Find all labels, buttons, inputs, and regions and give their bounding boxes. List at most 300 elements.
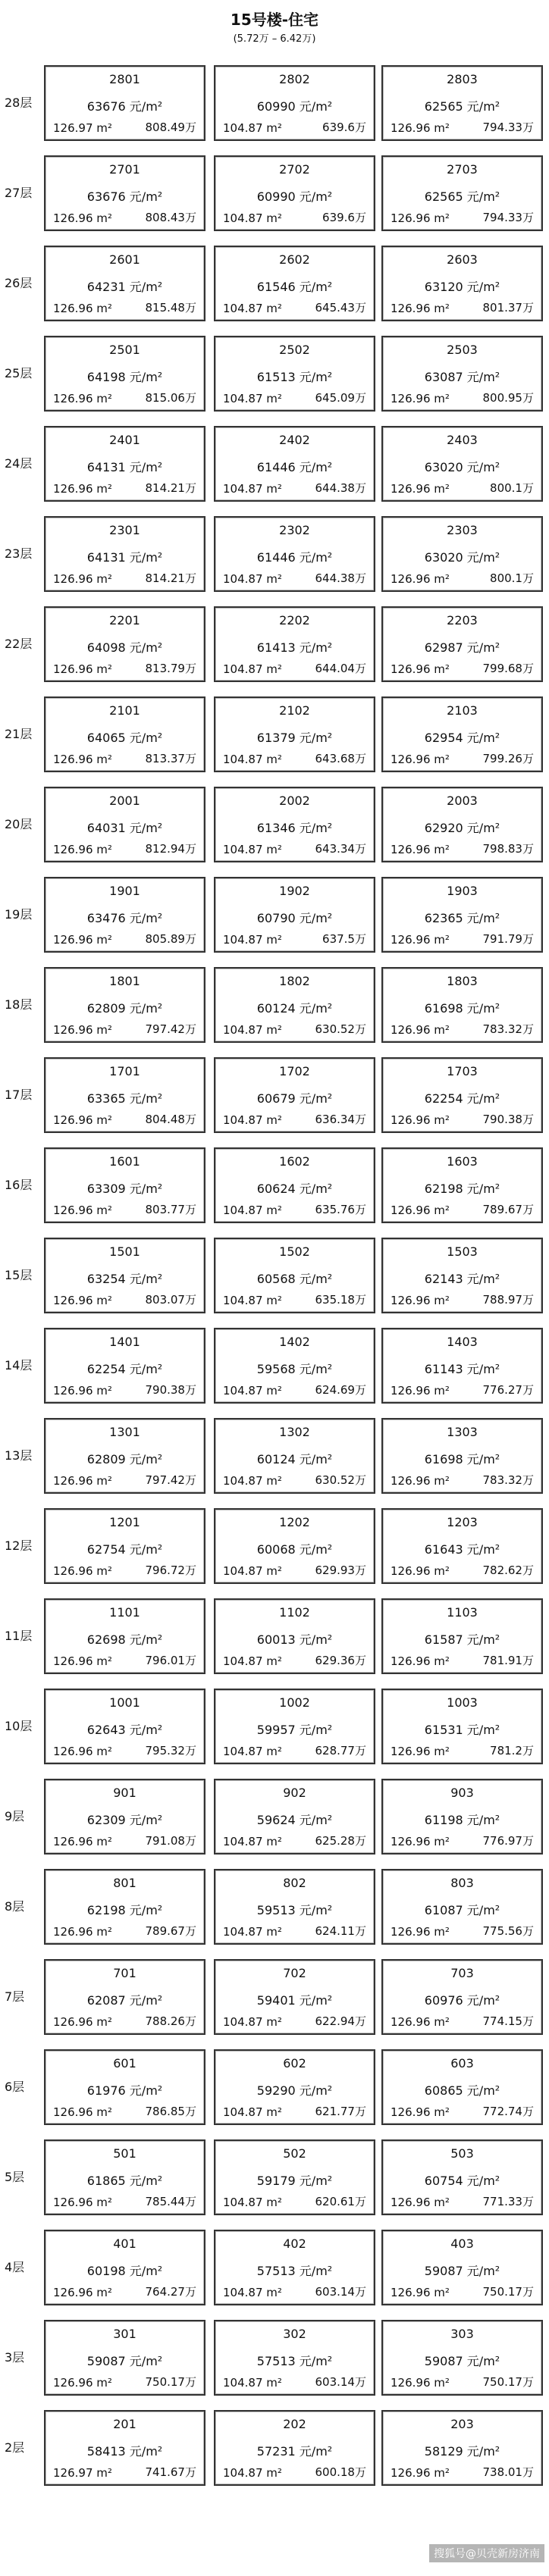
- unit-total-unit: 万: [522, 1113, 534, 1126]
- unit-card: [44, 2230, 205, 2305]
- unit-card: [214, 65, 375, 141]
- floor-label: 24层: [5, 456, 33, 471]
- unit-area-value: 104.87: [223, 1203, 263, 1217]
- unit-area-unit: m²: [266, 662, 282, 676]
- unit-area-unit: m²: [434, 211, 450, 225]
- unit-price-unit: 元/m²: [299, 821, 333, 835]
- floor-label: 8层: [5, 1899, 25, 1914]
- unit-price: [215, 1360, 374, 1377]
- unit-area-value: 104.87: [223, 2466, 263, 2480]
- unit-total: [145, 209, 196, 225]
- floor-label: 10层: [5, 1719, 33, 1733]
- unit-price: [45, 458, 204, 475]
- unit-card: [381, 967, 543, 1043]
- unit-price-unit: 元/m²: [466, 1813, 500, 1827]
- unit-card: [214, 2320, 375, 2396]
- unit-price-unit: 元/m²: [129, 1091, 163, 1106]
- unit-card: [214, 336, 375, 412]
- floor-label: 18层: [5, 997, 33, 1012]
- unit-total-value: 771.33: [482, 2195, 522, 2208]
- unit-total-unit: 万: [522, 2375, 534, 2389]
- unit-area-value: 126.97: [53, 121, 93, 135]
- floor-row: [0, 1508, 549, 1598]
- unit-area: [53, 1474, 112, 1488]
- unit-price-value: 59087: [86, 2354, 126, 2368]
- unit-card: [381, 1959, 543, 2035]
- floor-row: [0, 246, 549, 336]
- unit-price: [45, 638, 204, 656]
- unit-price-unit: 元/m²: [466, 1091, 500, 1106]
- unit-price: [215, 2171, 374, 2189]
- unit-price-unit: 元/m²: [466, 2444, 500, 2459]
- unit-total-value: 630.52: [315, 1022, 355, 1036]
- unit-total-value: 639.6: [322, 211, 355, 224]
- unit-area: [223, 843, 282, 856]
- unit-price-unit: 元/m²: [299, 2083, 333, 2098]
- unit-price-value: 61379: [256, 731, 296, 745]
- unit-area-value: 104.87: [223, 392, 263, 405]
- unit-number: 2201: [109, 613, 140, 628]
- unit-area-unit: m²: [96, 1384, 112, 1398]
- unit-area-value: 126.96: [391, 1113, 431, 1127]
- unit-price-value: 60976: [424, 1993, 463, 2008]
- unit-total-value: 803.07: [145, 1293, 185, 1307]
- unit-area: [53, 753, 112, 766]
- unit-area-value: 126.97: [53, 2466, 93, 2480]
- unit-area-value: 126.96: [391, 302, 431, 315]
- unit-price: [215, 1630, 374, 1648]
- unit-card: [44, 1598, 205, 1674]
- unit-total: [482, 2193, 534, 2209]
- unit-total: [315, 390, 366, 405]
- unit-number: 603: [450, 2056, 474, 2071]
- unit-total-unit: 万: [354, 2105, 366, 2118]
- unit-price-unit: 元/m²: [129, 1182, 163, 1196]
- unit-price-unit: 元/m²: [129, 99, 163, 114]
- unit-card: [214, 516, 375, 592]
- unit-card: [214, 2049, 375, 2125]
- unit-total-unit: 万: [354, 571, 366, 585]
- unit-total-unit: 万: [354, 2465, 366, 2479]
- unit-price: [383, 2442, 541, 2459]
- unit-area: [53, 1023, 112, 1037]
- unit-card: [381, 1147, 543, 1223]
- unit-total-value: 624.11: [315, 1924, 355, 1938]
- unit-number: 2102: [279, 703, 310, 718]
- unit-total-unit: 万: [184, 1113, 196, 1126]
- unit-card: [214, 1418, 375, 1494]
- unit-total-value: 750.17: [145, 2375, 185, 2389]
- unit-area: [223, 2286, 282, 2299]
- unit-price-unit: 元/m²: [129, 2174, 163, 2188]
- unit-area-unit: m²: [434, 843, 450, 856]
- unit-total-value: 600.18: [315, 2465, 355, 2479]
- unit-area-unit: m²: [266, 2015, 282, 2029]
- unit-total-value: 782.62: [482, 1563, 522, 1577]
- unit-price: [383, 1540, 541, 1557]
- unit-price: [215, 909, 374, 926]
- unit-area: [53, 2196, 112, 2209]
- unit-area: [391, 753, 450, 766]
- unit-total-value: 781.91: [482, 1654, 522, 1667]
- unit-price: [45, 1179, 204, 1197]
- unit-total: [145, 1021, 196, 1037]
- unit-area-unit: m²: [434, 2376, 450, 2390]
- unit-total: [145, 1111, 196, 1127]
- unit-total-value: 799.26: [482, 752, 522, 765]
- unit-price-value: 63676: [86, 189, 126, 204]
- unit-price-value: 62754: [86, 1542, 126, 1557]
- unit-price: [215, 2081, 374, 2099]
- floor-row: [0, 155, 549, 246]
- unit-total-unit: 万: [354, 1744, 366, 1758]
- unit-total: [145, 480, 196, 496]
- unit-number: 803: [450, 1876, 474, 1890]
- unit-card: [381, 1508, 543, 1584]
- unit-total: [482, 119, 534, 135]
- unit-total: [482, 1382, 534, 1398]
- unit-total: [145, 119, 196, 135]
- unit-total-unit: 万: [184, 2375, 196, 2389]
- unit-card: [381, 877, 543, 953]
- unit-area-value: 126.96: [391, 1474, 431, 1488]
- unit-total: [145, 840, 196, 856]
- unit-area-unit: m²: [434, 482, 450, 496]
- unit-price: [383, 1360, 541, 1377]
- unit-total: [145, 1562, 196, 1578]
- unit-number: 2703: [447, 162, 478, 177]
- unit-card: [381, 1689, 543, 1764]
- unit-price-unit: 元/m²: [466, 821, 500, 835]
- unit-price: [215, 548, 374, 565]
- unit-price-unit: 元/m²: [466, 370, 500, 384]
- unit-total-unit: 万: [522, 121, 534, 134]
- unit-total-unit: 万: [354, 2375, 366, 2389]
- unit-area-value: 126.96: [391, 2466, 431, 2480]
- unit-area: [223, 2105, 282, 2119]
- unit-card: [214, 1238, 375, 1313]
- unit-number: 1602: [279, 1154, 310, 1169]
- unit-area: [391, 1113, 450, 1127]
- unit-card: [381, 1598, 543, 1674]
- unit-total-unit: 万: [522, 301, 534, 315]
- unit-total-value: 808.49: [145, 121, 185, 134]
- unit-area-unit: m²: [96, 302, 112, 315]
- unit-price-unit: 元/m²: [299, 1542, 333, 1557]
- unit-area-unit: m²: [266, 843, 282, 856]
- unit-area-unit: m²: [96, 2105, 112, 2119]
- unit-total-value: 790.38: [145, 1383, 185, 1397]
- unit-total-value: 794.33: [482, 211, 522, 224]
- unit-price: [45, 1089, 204, 1106]
- unit-total-value: 814.21: [145, 571, 185, 585]
- unit-area-unit: m²: [434, 1654, 450, 1668]
- unit-total-unit: 万: [354, 1383, 366, 1397]
- unit-card: [214, 1869, 375, 1945]
- unit-card: [381, 1779, 543, 1855]
- unit-area: [223, 1113, 282, 1127]
- unit-area-unit: m²: [434, 1925, 450, 1939]
- unit-price: [45, 999, 204, 1016]
- unit-area-value: 104.87: [223, 211, 263, 225]
- floor-label: 21层: [5, 727, 33, 741]
- unit-area-value: 104.87: [223, 572, 263, 586]
- unit-price-value: 58413: [86, 2444, 126, 2459]
- unit-area-unit: m²: [266, 2466, 282, 2480]
- unit-price: [45, 1540, 204, 1557]
- unit-total-unit: 万: [184, 1563, 196, 1577]
- unit-price-unit: 元/m²: [129, 2444, 163, 2459]
- unit-total: [315, 480, 366, 496]
- unit-card: [44, 877, 205, 953]
- unit-price-unit: 元/m²: [466, 460, 500, 474]
- unit-number: 1803: [447, 974, 478, 988]
- unit-total-value: 750.17: [482, 2285, 522, 2299]
- unit-area-unit: m²: [266, 121, 282, 135]
- unit-number: 501: [113, 2146, 136, 2161]
- unit-price: [215, 277, 374, 295]
- unit-total-unit: 万: [522, 211, 534, 224]
- unit-total: [315, 570, 366, 586]
- unit-total-value: 783.32: [482, 1022, 522, 1036]
- unit-card: [381, 2410, 543, 2486]
- unit-total-unit: 万: [522, 1473, 534, 1487]
- unit-number: 2502: [279, 343, 310, 357]
- unit-area: [53, 2105, 112, 2119]
- unit-area-unit: m²: [434, 662, 450, 676]
- unit-total-unit: 万: [522, 932, 534, 946]
- unit-area-unit: m²: [96, 2376, 112, 2390]
- unit-total-unit: 万: [354, 2285, 366, 2299]
- unit-total-value: 815.48: [145, 301, 185, 315]
- unit-area-value: 126.96: [53, 2286, 93, 2299]
- unit-card: [214, 155, 375, 231]
- unit-total-value: 774.15: [482, 2014, 522, 2028]
- unit-number: 1101: [109, 1605, 140, 1620]
- unit-total-unit: 万: [184, 1924, 196, 1938]
- unit-card: [44, 2139, 205, 2215]
- unit-price: [383, 2171, 541, 2189]
- unit-card: [381, 1418, 543, 1494]
- unit-card: [44, 1328, 205, 1404]
- unit-card: [44, 246, 205, 321]
- unit-price-value: 59087: [424, 2264, 463, 2278]
- unit-area-value: 104.87: [223, 1384, 263, 1398]
- unit-total-value: 789.67: [482, 1203, 522, 1216]
- unit-area-value: 104.87: [223, 1654, 263, 1668]
- unit-price: [45, 728, 204, 746]
- unit-number: 1502: [279, 1244, 310, 1259]
- unit-total-value: 621.77: [315, 2105, 355, 2118]
- unit-price-value: 63020: [424, 460, 463, 474]
- unit-number: 1801: [109, 974, 140, 988]
- unit-total: [482, 2283, 534, 2299]
- unit-total-unit: 万: [184, 2014, 196, 2028]
- unit-area-value: 126.96: [391, 482, 431, 496]
- unit-card: [44, 1959, 205, 2035]
- unit-area-value: 126.96: [53, 302, 93, 315]
- unit-total: [145, 2103, 196, 2119]
- unit-total-value: 645.43: [315, 301, 355, 315]
- unit-area: [223, 1654, 282, 1668]
- unit-area-value: 104.87: [223, 662, 263, 676]
- unit-number: 1303: [447, 1425, 478, 1439]
- unit-total-unit: 万: [522, 391, 534, 405]
- unit-total: [482, 1562, 534, 1578]
- unit-area: [53, 2286, 112, 2299]
- unit-price-unit: 元/m²: [129, 821, 163, 835]
- unit-area-value: 126.96: [53, 843, 93, 856]
- unit-total-unit: 万: [354, 842, 366, 856]
- unit-total-value: 785.44: [145, 2195, 185, 2208]
- unit-total: [315, 299, 366, 315]
- unit-total-value: 788.97: [482, 1293, 522, 1307]
- unit-total-value: 741.67: [145, 2465, 185, 2479]
- unit-card: [381, 1869, 543, 1945]
- unit-total-unit: 万: [354, 1654, 366, 1667]
- unit-price: [383, 909, 541, 926]
- floor-row: [0, 696, 549, 787]
- unit-price: [215, 2352, 374, 2369]
- unit-area: [53, 2466, 112, 2480]
- unit-area-unit: m²: [434, 933, 450, 947]
- unit-area: [223, 1835, 282, 1848]
- unit-price-unit: 元/m²: [129, 1903, 163, 1917]
- unit-price-unit: 元/m²: [129, 1272, 163, 1286]
- unit-total: [315, 1562, 366, 1578]
- unit-total-unit: 万: [354, 1473, 366, 1487]
- unit-total-value: 795.32: [145, 1744, 185, 1758]
- unit-card: [44, 696, 205, 772]
- unit-area: [53, 933, 112, 947]
- unit-price-unit: 元/m²: [129, 2083, 163, 2098]
- unit-price: [215, 1901, 374, 1918]
- unit-price-value: 60865: [424, 2083, 463, 2098]
- unit-total-unit: 万: [184, 2465, 196, 2479]
- unit-total: [482, 1201, 534, 1217]
- unit-area-unit: m²: [96, 572, 112, 586]
- unit-number: 703: [450, 1966, 474, 1980]
- unit-area-value: 126.96: [391, 572, 431, 586]
- unit-price-unit: 元/m²: [466, 911, 500, 925]
- unit-price-unit: 元/m²: [466, 1903, 500, 1917]
- unit-area-unit: m²: [434, 1203, 450, 1217]
- unit-total-unit: 万: [184, 391, 196, 405]
- unit-area-value: 126.96: [53, 2015, 93, 2029]
- unit-total: [145, 299, 196, 315]
- unit-number: 1002: [279, 1695, 310, 1710]
- unit-price-value: 64131: [86, 460, 126, 474]
- unit-price: [215, 97, 374, 114]
- unit-card: [381, 426, 543, 502]
- unit-card: [44, 1779, 205, 1855]
- unit-total-value: 645.09: [315, 391, 355, 405]
- unit-card: [44, 787, 205, 862]
- unit-price: [215, 1269, 374, 1287]
- unit-total-unit: 万: [522, 662, 534, 675]
- unit-total: [315, 1201, 366, 1217]
- unit-area-value: 126.96: [391, 2376, 431, 2390]
- unit-card: [214, 696, 375, 772]
- unit-price: [383, 1811, 541, 1828]
- unit-total: [482, 660, 534, 676]
- unit-price-unit: 元/m²: [466, 1993, 500, 2008]
- unit-total-value: 620.61: [315, 2195, 355, 2208]
- unit-number: 502: [283, 2146, 306, 2161]
- unit-price: [383, 638, 541, 656]
- unit-total-unit: 万: [184, 1744, 196, 1758]
- unit-area-value: 126.96: [53, 1294, 93, 1307]
- unit-price-value: 60790: [256, 911, 296, 925]
- unit-area: [53, 1384, 112, 1398]
- unit-number: 1503: [447, 1244, 478, 1259]
- unit-price-value: 63676: [86, 99, 126, 114]
- unit-total: [145, 1201, 196, 1217]
- unit-card: [381, 2139, 543, 2215]
- floor-row: [0, 967, 549, 1057]
- unit-price-value: 62565: [424, 189, 463, 204]
- floor-label: 11层: [5, 1629, 33, 1643]
- unit-total-value: 643.68: [315, 752, 355, 765]
- unit-number: 202: [283, 2417, 306, 2431]
- unit-total-unit: 万: [354, 121, 366, 134]
- floor-label: 23层: [5, 546, 33, 561]
- unit-price: [215, 728, 374, 746]
- unit-area-unit: m²: [434, 1113, 450, 1127]
- unit-total-unit: 万: [522, 2195, 534, 2208]
- floor-label: 14层: [5, 1358, 33, 1373]
- unit-total-value: 803.77: [145, 1203, 185, 1216]
- unit-total-value: 800.95: [482, 391, 522, 405]
- unit-total: [315, 1742, 366, 1758]
- unit-area-value: 126.96: [391, 843, 431, 856]
- unit-area-value: 104.87: [223, 2015, 263, 2029]
- unit-total-value: 625.28: [315, 1834, 355, 1848]
- unit-total-value: 772.74: [482, 2105, 522, 2118]
- unit-number: 701: [113, 1966, 136, 1980]
- unit-price-unit: 元/m²: [466, 1452, 500, 1466]
- unit-total-unit: 万: [184, 842, 196, 856]
- unit-total-unit: 万: [354, 2195, 366, 2208]
- unit-price-value: 62309: [86, 1813, 126, 1827]
- unit-area-unit: m²: [266, 2376, 282, 2390]
- unit-price-value: 61587: [424, 1632, 463, 1647]
- unit-area-unit: m²: [96, 753, 112, 766]
- floor-grid: [0, 65, 549, 2500]
- unit-card: [44, 606, 205, 682]
- unit-number: 1301: [109, 1425, 140, 1439]
- unit-card: [44, 426, 205, 502]
- unit-total: [145, 570, 196, 586]
- unit-total: [315, 2374, 366, 2390]
- unit-price-unit: 元/m²: [129, 460, 163, 474]
- unit-total-value: 808.43: [145, 211, 185, 224]
- unit-card: [381, 65, 543, 141]
- unit-area: [391, 302, 450, 315]
- unit-area-value: 126.96: [53, 211, 93, 225]
- unit-number: 2702: [279, 162, 310, 177]
- unit-total-unit: 万: [522, 2285, 534, 2299]
- unit-total-value: 813.79: [145, 662, 185, 675]
- unit-total-unit: 万: [184, 2285, 196, 2299]
- unit-area-unit: m²: [434, 302, 450, 315]
- unit-area-value: 126.96: [53, 1745, 93, 1758]
- unit-price-unit: 元/m²: [299, 460, 333, 474]
- unit-total-unit: 万: [354, 1203, 366, 1216]
- unit-price-unit: 元/m²: [299, 2264, 333, 2278]
- unit-number: 1003: [447, 1695, 478, 1710]
- unit-price-unit: 元/m²: [466, 2354, 500, 2368]
